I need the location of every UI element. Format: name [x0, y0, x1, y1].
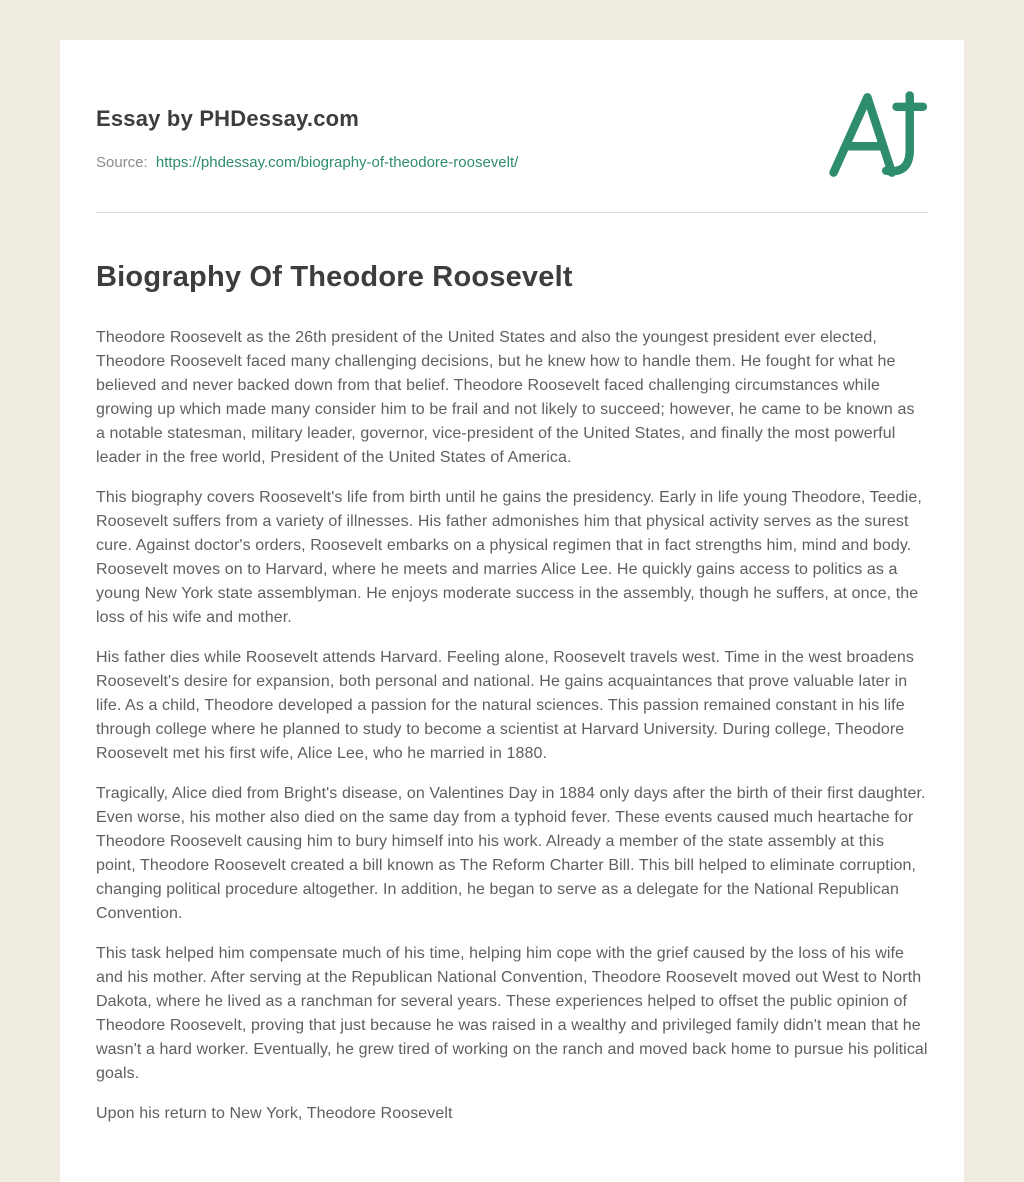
essay-card	[60, 40, 964, 1182]
header-text-block	[96, 88, 518, 171]
source-line	[96, 154, 518, 171]
essay-body	[96, 326, 928, 1126]
essay-paragraph-2: This biography covers Roosevelt's life from birth until he gains the presidency. Early in life young Theodore, Teedie, Roosevelt suffers from a variety of illnesses. His father admonishes him that physical activity serves as the surest cure. Against doctor's orders, Roosevelt embarks on a physical regimen that in fact strengths him, mind and body. Roosevelt moves on to Harvard, where he meets and marries Alice Lee. He quickly gains access to politics as a young New York state assemblyman. He enjoys moderate success in the assembly, though he suffers, at once, the loss of his wife and mother.	[96, 489, 922, 626]
byline: Essay by PHDessay.com	[96, 106, 360, 131]
source-url-link[interactable]: https://phdessay.com/biography-of-theodore-roosevelt/	[155, 154, 519, 171]
essay-paragraph-5: This task helped him compensate much of his time, helping him cope with the grief caused by the loss of his wife and his mother. After serving at the Republican National Convention, Theodore Roosevelt moved out West to North Dakota, where he lived as a ranchman for several years. These experiences helped to offset the public opinion of Theodore Roosevelt, proving that just because he was raised in a wealthy and privileged family didn't mean that he wasn't a hard worker. Eventually, he grew tired of working on the ranch and moved back home to pursue his political goals.	[96, 945, 928, 1082]
source-label: Source:	[96, 154, 148, 171]
essay-paragraph-4: Tragically, Alice died from Bright's disease, on Valentines Day in 1884 only days after the birth of their first daughter. Even worse, his mother also died on the same day from a typhoid fever. These events caused much heartache for Theodore Roosevelt causing him to bury himself into his work. Already a member of the state assembly at this point, Theodore Roosevelt created a bill known as The Reform Charter Bill. This bill helped to eliminate corruption, changing political procedure altogether. In addition, he began to serve as a delegate for the National Republican Convention.	[96, 785, 926, 922]
header-divider	[96, 212, 928, 213]
phdessay-logo-icon	[822, 88, 926, 182]
essay-paragraph-6: Upon his return to New York, Theodore Roosevelt	[96, 1105, 453, 1122]
essay-paragraph-3: His father dies while Roosevelt attends Harvard. Feeling alone, Roosevelt travels west. Time in the west broadens Roosevelt's desire for expansion, both personal and national. He gains acquaintances that prove valuable later in life. As a child, Theodore developed a passion for the natural sciences. This passion remained constant in his life through college where he planned to study to become a scientist at Harvard University. During college, Theodore Roosevelt met his first wife, Alice Lee, who he married in 1880.	[96, 649, 914, 762]
essay-paragraph-1: Theodore Roosevelt as the 26th president of the United States and also the youngest president ever elected, Theodore Roosevelt faced many challenging decisions, but he knew how to handle them. He fought for what he believed and never backed down from that belief. Theodore Roosevelt faced challenging circumstances while growing up which made many consider him to be frail and not likely to succeed; however, he came to be known as a notable statesman, military leader, governor, vice-president of the United States, and finally the most powerful leader in the free world, President of the United States of America.	[96, 329, 915, 466]
essay-title: Biography Of Theodore Roosevelt	[96, 261, 573, 293]
essay-header	[96, 88, 928, 182]
